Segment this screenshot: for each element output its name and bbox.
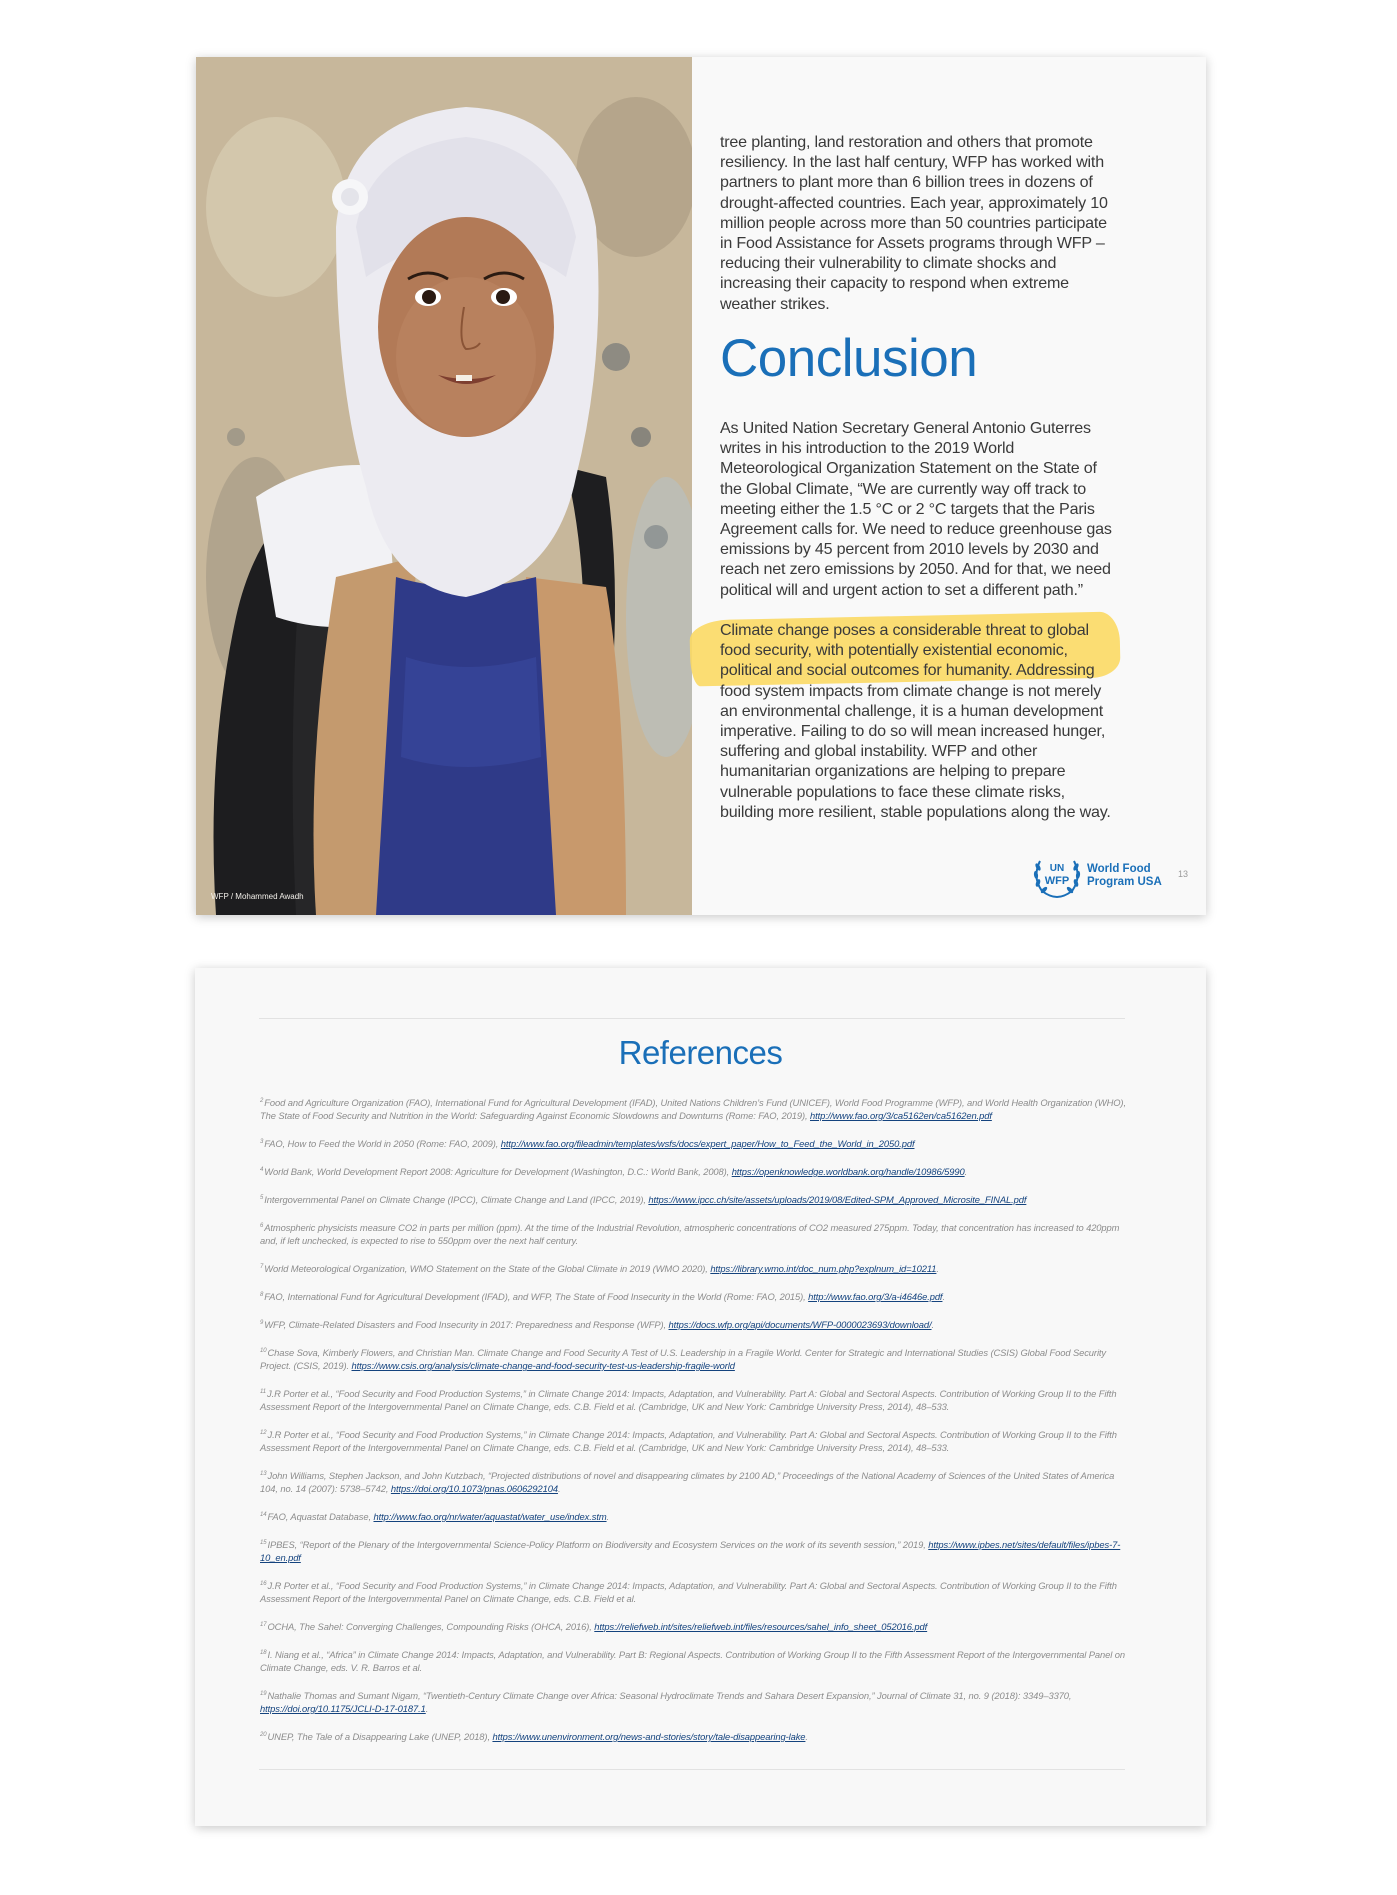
reference-number: 13 xyxy=(260,1471,267,1477)
reference-number: 2 xyxy=(260,1098,264,1104)
girl-photo xyxy=(196,57,692,915)
reference-text: World Meteorological Organization, WMO Statement on the State of the Global Climate in 2019 (WMO 2020), xyxy=(264,1263,711,1274)
reference-link[interactable]: https://library.wmo.int/doc_num.php?explnum_id=10211 xyxy=(710,1263,937,1274)
reference-item xyxy=(260,1729,1130,1743)
reference-text: UNEP, The Tale of a Disappearing Lake (UNEP, 2018), xyxy=(267,1731,493,1742)
reference-item xyxy=(260,1317,1130,1331)
reference-tail: . xyxy=(557,1483,561,1494)
emblem-un: UN xyxy=(1049,863,1065,874)
reference-tail: . xyxy=(425,1703,429,1714)
reference-link[interactable]: https://doi.org/10.1073/pnas.0606292104 xyxy=(390,1483,558,1494)
reference-text: I. Niang et al., “Africa” in Climate Change 2014: Impacts, Adaptation, and Vulnerability. Part B: Regional Aspects. Contribution of Working Group II to the Fifth Assessment Report of the Intergovernmental Panel on Climate Change, eds. V. R. Barros et al. xyxy=(260,1649,1125,1673)
reference-link[interactable]: https://www.unenvironment.org/news-and-stories/story/tale-disappearing-lake xyxy=(492,1731,806,1742)
reference-text: J.R Porter et al., “Food Security and Food Production Systems,” in Climate Change 2014: Impacts, Adaptation, and Vulnerability. Part A: Global and Sectoral Aspects. Contribution of Working Group II to the Fifth Assessment Report of the Intergovernmental Panel on Climate Change, eds. C.B. Field et al. (Cambridge, UK and New York: Cambridge University Press, 2014), 48–533. xyxy=(260,1429,1117,1453)
reference-tail: . xyxy=(936,1263,939,1274)
reference-number: 11 xyxy=(260,1389,267,1395)
reference-text: WFP, Climate-Related Disasters and Food Insecurity in 2017: Preparedness and Response (WFP), xyxy=(264,1319,669,1330)
reference-text: Intergovernmental Panel on Climate Change (IPCC), Climate Change and Land (IPCC, 2019), xyxy=(264,1194,649,1205)
reference-item xyxy=(260,1647,1130,1674)
reference-link[interactable]: http://www.fao.org/3/a-i4646e.pdf xyxy=(808,1291,943,1302)
highlighted-sentence: Climate change poses a considerable threat to global food security, with potentially existential economic, political and social outcomes for humanity. xyxy=(720,621,1089,680)
reference-number: 18 xyxy=(260,1650,267,1656)
reference-item xyxy=(260,1386,1130,1413)
reference-text: Nathalie Thomas and Sumant Nigam, “Twentieth-Century Climate Change over Africa: Seasonal Hydroclimate Trends and Sahara Desert Expansion,” Journal of Climate 31, no. 9 (2018): 3349–3370, xyxy=(267,1690,1072,1701)
reference-item xyxy=(260,1261,1130,1275)
reference-tail: . xyxy=(964,1166,968,1177)
reference-text: World Bank, World Development Report 2008: Agriculture for Development (Washington, D.C.: World Bank, 2008), xyxy=(264,1166,732,1177)
reference-item xyxy=(260,1688,1130,1715)
reference-tail: . xyxy=(942,1291,945,1302)
reference-item xyxy=(260,1136,1130,1150)
reference-text: OCHA, The Sahel: Converging Challenges, Compounding Risks (OHCA, 2016), xyxy=(267,1621,595,1632)
reference-link[interactable]: http://www.fao.org/fileadmin/templates/wsfs/docs/expert_paper/How_to_Feed_the_World_in_2050.pdf xyxy=(500,1138,915,1149)
reference-item xyxy=(260,1164,1130,1178)
reference-item xyxy=(260,1468,1130,1495)
reference-text: FAO, International Fund for Agricultural Development (IFAD), and WFP, The State of Food Insecurity in the World (Rome: FAO, 2015), xyxy=(264,1291,809,1302)
reference-tail: . xyxy=(606,1511,610,1522)
paragraph-rest: Addressing food system impacts from climate change is not merely an environmental challenge, it is a human development imperative. Failing to do so will mean increased hunger, suffering and global instability. WFP and other humanitarian organizations are helping to prepare vulnerable populations to face these climate risks, building more resilient, stable populations along the way. xyxy=(720,661,1111,821)
reference-link[interactable]: https://docs.wfp.org/api/documents/WFP-0000023693/download/ xyxy=(668,1319,932,1330)
reference-item xyxy=(260,1427,1130,1454)
reference-item xyxy=(260,1192,1130,1206)
reference-number: 8 xyxy=(260,1292,264,1298)
references-list xyxy=(260,1095,1130,1757)
reference-tail: . xyxy=(805,1731,808,1742)
reference-text: J.R Porter et al., “Food Security and Food Production Systems,” in Climate Change 2014: Impacts, Adaptation, and Vulnerability. Part A: Global and Sectoral Aspects. Contribution of Working Group II to the Fifth Assessment Report of the Intergovernmental Panel on Climate Change, eds. C.B. Field et al. xyxy=(260,1580,1117,1604)
reference-number: 3 xyxy=(260,1139,264,1145)
reference-item xyxy=(260,1509,1130,1523)
reference-number: 7 xyxy=(260,1264,264,1270)
conclusion-paragraph-2 xyxy=(720,620,1120,822)
reference-text: Food and Agriculture Organization (FAO), International Fund for Agricultural Development (IFAD), United Nations Children’s Fund (UNICEF), World Food Programme (WFP), and World Health Organization (WHO), The State of Food Security and Nutrition in the World: Safeguarding Against Economic Slowdowns and Downturns (Rome: FAO, 2019), xyxy=(260,1097,1126,1121)
reference-item xyxy=(260,1619,1130,1633)
reference-item xyxy=(260,1537,1130,1564)
reference-number: 6 xyxy=(260,1223,264,1229)
reference-text: FAO, How to Feed the World in 2050 (Rome: FAO, 2009), xyxy=(264,1138,501,1149)
reference-text: John Williams, Stephen Jackson, and John Kutzbach, “Projected distributions of novel and disappearing climates by 2100 AD,” Proceedings of the National Academy of Sciences of the United States of America 104, no. 14 (2007): 5738–5742, xyxy=(260,1470,1115,1494)
logo-line-1: World Food xyxy=(1087,863,1151,875)
reference-link[interactable]: https://openknowledge.worldbank.org/handle/10986/5990 xyxy=(731,1166,965,1177)
photo-credit: WFP / Mohammed Awadh xyxy=(211,892,304,901)
references-title: References xyxy=(618,1034,783,1071)
reference-item xyxy=(260,1345,1130,1372)
reference-text: Atmospheric physicists measure CO2 in parts per million (ppm). At the time of the Industrial Revolution, atmospheric concentrations of CO2 measured 275ppm. Today, that concentration has increased to 420ppm and, if left unchecked, is expected to rise to 550ppm over the next half century. xyxy=(260,1222,1120,1246)
logo-line-2: Program USA xyxy=(1087,876,1162,888)
reference-number: 9 xyxy=(260,1320,264,1326)
top-divider xyxy=(259,1018,1125,1019)
reference-link[interactable]: https://doi.org/10.1175/JCLI-D-17-0187.1 xyxy=(260,1703,426,1714)
un-wreath-icon xyxy=(1032,853,1082,899)
reference-link[interactable]: https://www.csis.org/analysis/climate-change-and-food-security-test-us-leadership-fragile-world xyxy=(351,1360,735,1371)
reference-number: 20 xyxy=(260,1732,267,1738)
reference-number: 12 xyxy=(260,1430,267,1436)
reference-number: 17 xyxy=(260,1622,267,1628)
intro-paragraph: tree planting, land restoration and others that promote resiliency. In the last half century, WFP has worked with partners to plant more than 6 billion trees in dozens of drought-affected countries. Each year, approximately 10 million people across more than 50 countries participate in Food Assistance for Assets programs through WFP – reducing their vulnerability to climate shocks and increasing their capacity to respond when extreme weather strikes. xyxy=(720,133,1108,313)
reference-number: 15 xyxy=(260,1540,267,1546)
bottom-divider xyxy=(259,1769,1125,1770)
reference-tail: . xyxy=(931,1319,935,1330)
reference-text: J.R Porter et al., “Food Security and Food Production Systems,” in Climate Change 2014: Impacts, Adaptation, and Vulnerability. Part A: Global and Sectoral Aspects. Contribution of Working Group II to the Fifth Assessment Report of the Intergovernmental Panel on Climate Change, eds. C.B. Field et al. (Cambridge, UK and New York: Cambridge University Press, 2014), 48–533. xyxy=(260,1388,1117,1412)
girl-illustration xyxy=(196,57,692,915)
page-number: 13 xyxy=(1178,869,1189,879)
reference-text: IPBES, “Report of the Plenary of the Intergovernmental Science-Policy Platform on Biodiversity and Ecosystem Services on the work of its seventh session,” 2019, xyxy=(267,1539,929,1550)
reference-number: 4 xyxy=(260,1167,264,1173)
emblem-wfp: WFP xyxy=(1044,875,1070,887)
conclusion-title: Conclusion xyxy=(720,329,978,388)
reference-link[interactable]: https://www.ipbes.net/sites/default/files/ipbes-7-10_en.pdf xyxy=(260,1539,1121,1563)
reference-item xyxy=(260,1289,1130,1303)
reference-link[interactable]: https://reliefweb.int/sites/reliefweb.int/files/resources/sahel_info_sheet_052016.pdf xyxy=(594,1621,928,1632)
reference-number: 10 xyxy=(260,1348,267,1354)
reference-item xyxy=(260,1220,1130,1247)
reference-link[interactable]: http://www.fao.org/3/ca5162en/ca5162en.pdf xyxy=(809,1110,992,1121)
reference-number: 5 xyxy=(260,1195,264,1201)
reference-text: FAO, Aquastat Database, xyxy=(267,1511,374,1522)
reference-link[interactable]: https://www.ipcc.ch/site/assets/uploads/2019/08/Edited-SPM_Approved_Microsite_FINAL.pdf xyxy=(648,1194,1027,1205)
reference-number: 14 xyxy=(260,1512,267,1518)
logo-wordmark xyxy=(1087,863,1162,889)
report-page-13 xyxy=(196,57,1206,915)
reference-text: Chase Sova, Kimberly Flowers, and Christian Man. Climate Change and Food Security A Test of U.S. Leadership in a Fragile World. Center for Strategic and International Studies (CSIS) Global Food Security Project. (CSIS, 2019). xyxy=(260,1347,1107,1371)
reference-item xyxy=(260,1095,1130,1122)
reference-link[interactable]: http://www.fao.org/nr/water/aquastat/water_use/index.stm xyxy=(373,1511,607,1522)
reference-item xyxy=(260,1578,1130,1605)
wfp-logo xyxy=(1032,853,1162,899)
references-page xyxy=(195,968,1206,1826)
reference-number: 16 xyxy=(260,1581,267,1587)
conclusion-paragraph-1: As United Nation Secretary General Antonio Guterres writes in his introduction to the 2019 World Meteorological Organization Statement on the State of the Global Climate, “We are currently way off track to meeting either the 1.5 °C or 2 °C targets that the Paris Agreement calls for. We need to reduce greenhouse gas emissions by 45 percent from 2010 levels by 2030 and reach net zero emissions by 2050. And for that, we need political will and urgent action to set a different path.” xyxy=(720,419,1112,599)
reference-number: 19 xyxy=(260,1691,267,1697)
